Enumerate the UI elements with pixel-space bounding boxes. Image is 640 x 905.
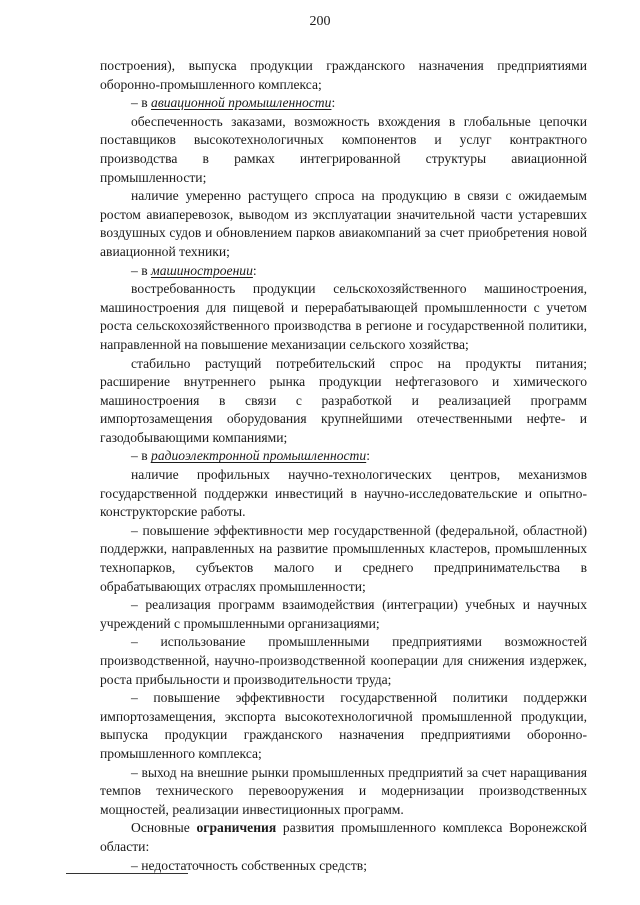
section-heading-aviation — [100, 94, 587, 113]
heading-emphasis: машиностроении — [151, 262, 253, 278]
list-item: – повышение эффективности государственной политики поддержки импортозамещения, экспорта высокотехнологичной промышленной продукции, выпуска продукции гражданского назначения предприятиями оборонно-промышленного комплекса; — [100, 690, 587, 761]
intro-prefix: Основные — [131, 820, 197, 836]
list-item: – реализация программ взаимодействия (интеграции) учебных и научных учреждений с промышленными организациями; — [100, 597, 587, 631]
heading-suffix: : — [366, 448, 370, 464]
list-item: – повышение эффективности мер государственной (федеральной, областной) поддержки, направленных на развитие промышленных кластеров, промышленных технопарков, субъектов малого и среднего предпринимательства в обрабатывающих отраслях промышленности; — [100, 522, 587, 594]
section-heading-machinery — [100, 262, 587, 281]
paragraph: обеспеченность заказами, возможность вхождения в глобальные цепочки поставщиков высокотехнологичных компонентов и услуг контрактного производства в рамках интегрированной структуры авиационной промышленности; — [100, 113, 587, 185]
paragraph: востребованность продукции сельскохозяйственного машиностроения, машиностроения для пищевой и перерабатывающей промышленности с учетом роста сельскохозяйственного производства в регионе и государственной политики, направленной на повышение механизации сельского хозяйства; — [100, 281, 587, 352]
list-item: – выход на внешние рынки промышленных предприятий за счет наращивания темпов технического перевооружения и модернизации производственных мощностей, реализации инвестиционных программ. — [100, 764, 587, 817]
section-heading-electronics — [100, 447, 587, 466]
constraints-intro — [100, 819, 587, 856]
intro-bold-term: ограничения — [196, 820, 277, 836]
document-body — [100, 57, 587, 875]
intro-suffix: развития промышленного комплекса Воронежской области: — [100, 820, 587, 854]
page-number: 200 — [309, 14, 331, 29]
heading-emphasis: авиационной промышленности — [151, 95, 332, 111]
paragraph: наличие умеренно растущего спроса на продукцию в связи с ожидаемым ростом авиаперевозок, выводом из эксплуатации значительной части устаревших воздушных судов и обновлением парков авиакомпаний за счет приобретения новой авиационной техники; — [100, 188, 587, 259]
heading-prefix: – в — [131, 448, 152, 464]
list-item: – недостаточность собственных средств; — [131, 857, 367, 873]
heading-prefix: – в — [131, 95, 152, 111]
heading-suffix: : — [331, 95, 336, 111]
paragraph-continuation: построения), выпуска продукции гражданского назначения предприятиями оборонно-промышленного комплекса; — [100, 58, 587, 92]
heading-prefix: – в — [131, 262, 152, 278]
heading-emphasis: радиоэлектронной промышленности — [151, 448, 367, 464]
footnote-separator — [66, 873, 188, 874]
list-item: – использование промышленными предприятиями возможностей производственной, научно-производственной кооперации для снижения издержек, роста прибыльности и производительности труда; — [100, 634, 587, 687]
heading-suffix: : — [252, 262, 257, 278]
paragraph: стабильно растущий потребительский спрос на продукты питания; расширение внутреннего рынка продукции нефтегазового и химического машиностроения в связи с разработкой и реализацией программ импортозамещения оборудования крупнейшими отечественными нефте- и газодобывающими компаниями; — [100, 355, 587, 445]
paragraph: наличие профильных научно-технологических центров, механизмов государственной поддержки инвестиций в научно-исследовательские и опытно-конструкторские работы. — [100, 467, 587, 520]
